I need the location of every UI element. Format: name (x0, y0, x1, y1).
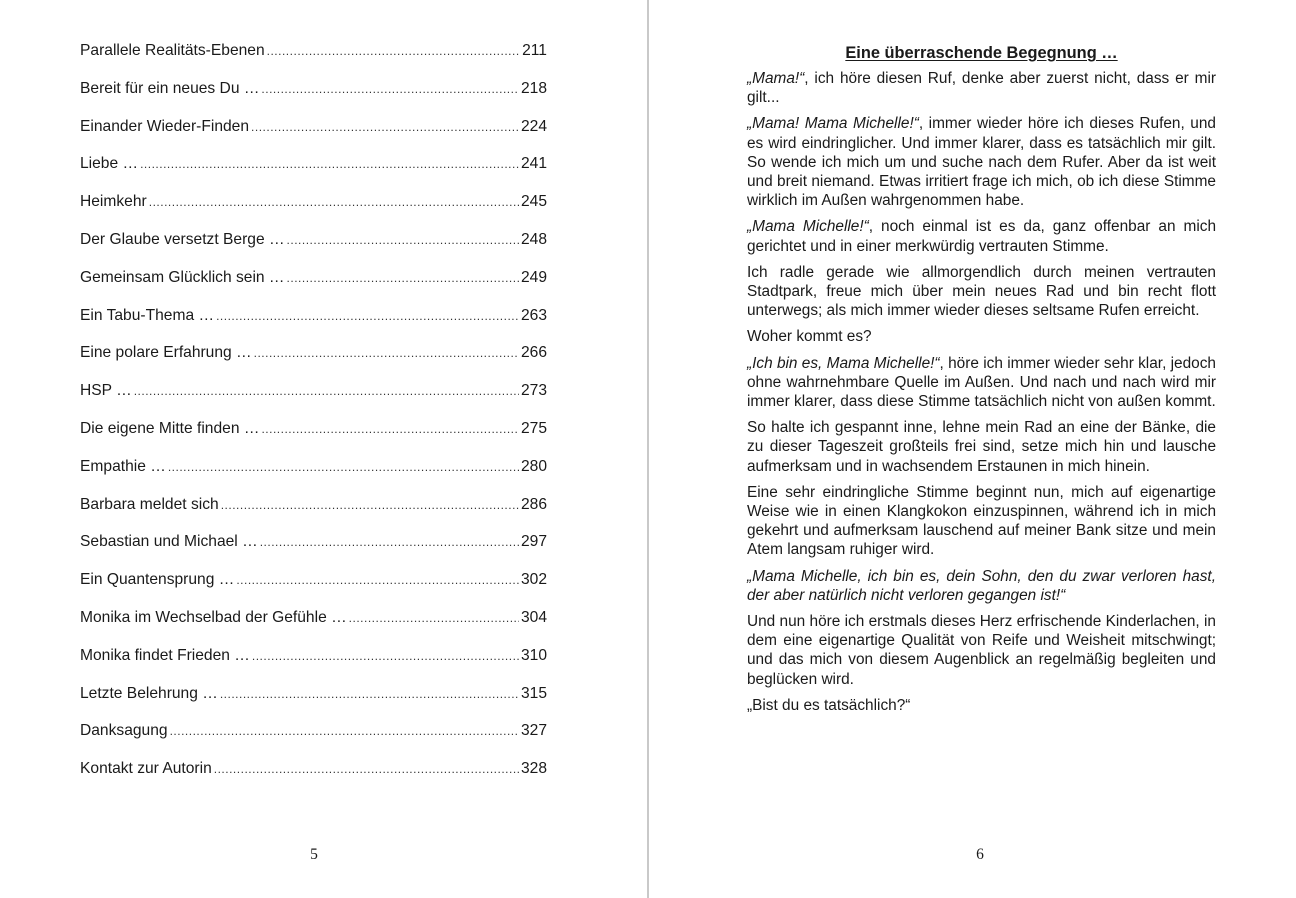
paragraph-text: Eine sehr eindringliche Stimme beginnt nun, mich auf eigenartige Weise wie in einen Klangkokon einzuspinnen, während ich in mich gekehrt und aufmerksam lauschend auf meiner Bank sitze und mein Atem langsam ruhiger wird. (747, 483, 1216, 559)
toc-entry (80, 267, 547, 305)
toc-entry-page: 315 (520, 684, 547, 702)
toc-entry-title: HSP … (80, 382, 132, 400)
toc-dot-leader (254, 342, 519, 364)
right-page (649, 0, 1296, 898)
toc-entry-title: Danksagung (80, 722, 168, 740)
toc-entry (80, 720, 547, 758)
toc-dot-leader (170, 720, 519, 742)
paragraph-text: , ich höre diesen Ruf, denke aber zuerst nicht, dass er mir gilt... (747, 70, 1216, 107)
toc-entry-page: 249 (520, 268, 547, 286)
toc-entry-title: Der Glaube versetzt Berge … (80, 230, 285, 248)
toc-entry (80, 191, 547, 229)
toc-entry (80, 305, 547, 343)
toc-entry-page: 286 (520, 495, 547, 513)
toc-entry-page: 266 (520, 344, 547, 362)
page-number-right: 6 (976, 846, 984, 863)
chapter-paragraph (747, 567, 1216, 605)
toc-dot-leader (252, 645, 519, 667)
toc-dot-leader (251, 116, 519, 138)
paragraph-dialogue: „Mama!“ (747, 70, 805, 87)
paragraph-text: Ich radle gerade wie allmorgendlich durch meinen vertrauten Stadtpark, freue mich über mein neues Rad und bin recht flott unterwegs; als mich immer wieder dieses seltsame Rufen erreicht. (747, 263, 1216, 320)
chapter-paragraph (747, 418, 1216, 476)
toc-entry (80, 456, 547, 494)
toc-entry (80, 40, 547, 78)
chapter-paragraph (747, 483, 1216, 560)
paragraph-text: , höre ich immer wieder sehr klar, jedoch ohne wahrnehmbare Quelle im Außen. Und nach und nach wird mir immer klarer, dass diese Stimme tatsächlich nicht von außen kommt. (747, 354, 1216, 411)
paragraph-text: So halte ich gespannt inne, lehne mein Rad an eine der Bänke, die zu dieser Tageszeit großteils frei sind, setze mich hin und lausche aufmerksam und in wachsendem Erstaunen in mich hinein. (747, 419, 1216, 475)
toc-entry-title: Ein Tabu-Thema … (80, 306, 215, 324)
page-number-left: 5 (310, 846, 318, 863)
toc-dot-leader (140, 153, 519, 175)
chapter-paragraph (747, 696, 1216, 715)
toc-entry-title: Parallele Realitäts-Ebenen (80, 42, 265, 59)
chapter-body (747, 42, 1216, 722)
paragraph-dialogue: „Mama! Mama Michelle!“ (747, 115, 919, 133)
toc-entry-page: 310 (520, 646, 547, 664)
toc-dot-leader (149, 191, 519, 213)
chapter-paragraph (747, 327, 1216, 346)
toc-dot-leader (216, 305, 519, 327)
toc-entry-page: 224 (520, 117, 547, 135)
toc-entry-title: Einander Wieder-Finden (80, 117, 250, 135)
toc-entry (80, 645, 547, 683)
toc-entry-page: 327 (520, 722, 547, 740)
toc-entry (80, 418, 547, 456)
chapter-title: Eine überraschende Begegnung … (845, 44, 1118, 62)
toc-entry-page: 211 (522, 42, 547, 59)
paragraph-text: Woher kommt es? (747, 328, 872, 346)
toc-dot-leader (220, 683, 519, 705)
toc-entry (80, 78, 547, 116)
toc-entry (80, 607, 547, 645)
toc-entry-title: Gemeinsam Glücklich sein … (80, 268, 285, 286)
paragraph-text: , noch einmal ist es da, ganz offenbar an mich gerichtet und in einer merkwürdig vertrauten Stimme. (747, 218, 1216, 255)
toc-entry-page: 280 (520, 457, 547, 475)
toc-entry-page: 297 (520, 533, 547, 551)
toc-entry (80, 683, 547, 721)
toc-entry-title: Monika im Wechselbad der Gefühle … (80, 608, 347, 626)
toc-entry-title: Heimkehr (80, 193, 147, 211)
toc-dot-leader (287, 229, 519, 251)
toc-entry-title: Ein Quantensprung … (80, 571, 235, 589)
paragraph-text: „Bist du es tatsächlich?“ (747, 696, 911, 714)
toc-dot-leader (236, 569, 519, 591)
toc-dot-leader (221, 494, 519, 516)
toc-entry (80, 116, 547, 154)
toc-entry-title: Bereit für ein neues Du … (80, 79, 260, 97)
chapter-paragraph (747, 114, 1216, 210)
toc-entry (80, 758, 547, 796)
chapter-paragraph (747, 69, 1216, 107)
toc-dot-leader (261, 418, 519, 440)
toc-entry-title: Barbara meldet sich (80, 495, 219, 513)
chapter-paragraph (747, 354, 1216, 412)
chapter-paragraph (747, 217, 1216, 255)
toc-entry-page: 241 (520, 155, 547, 173)
paragraph-text: , immer wieder höre ich dieses Rufen, und es wird eindringlicher. Und immer klarer, dass es tatsächlich mir gilt. So wende ich mich um und suche nach dem Rufer. Aber da ist weit und breit niemand. Etwas irritiert frage ich mich, ob ich diese Stimme wirklich im Außen wahrgenommen habe. (747, 115, 1216, 210)
toc-entry (80, 494, 547, 532)
chapter-paragraph (747, 612, 1216, 689)
toc-entry-page: 218 (520, 79, 547, 97)
toc-entry-page: 275 (520, 419, 547, 437)
toc-entry (80, 380, 547, 418)
toc-entry-page: 248 (520, 230, 547, 248)
toc-entry (80, 153, 547, 191)
chapter-paragraph (747, 263, 1216, 321)
toc-dot-leader (260, 531, 519, 553)
paragraph-dialogue: „Mama Michelle, ich bin es, dein Sohn, den du zwar verloren hast, der aber natürlich nicht verloren gegangen ist!“ (747, 567, 1216, 604)
toc-dot-leader (168, 456, 519, 478)
toc-dot-leader (214, 758, 519, 780)
toc-entry (80, 229, 547, 267)
toc-entry-title: Empathie … (80, 457, 166, 475)
chapter-paragraphs (747, 69, 1216, 715)
toc-entry-page: 245 (520, 193, 547, 211)
toc-entry (80, 342, 547, 380)
toc-entry-page: 263 (520, 306, 547, 324)
toc-entry-title: Liebe … (80, 155, 139, 173)
toc-dot-leader (287, 267, 519, 289)
toc-entry-title: Die eigene Mitte finden … (80, 419, 260, 437)
toc-entry-title: Letzte Belehrung … (80, 684, 218, 702)
toc-entry-title: Eine polare Erfahrung … (80, 344, 252, 362)
paragraph-text: Und nun höre ich erstmals dieses Herz erfrischende Kinderlachen, in dem eine eigenartige Qualität von Reife und Weisheit mitschwingt; und das mich von diesem Augenblick an regelmäßig begleiten und beglücken wird. (747, 613, 1216, 688)
toc-entry-page: 273 (520, 382, 547, 400)
toc-entry-title: Kontakt zur Autorin (80, 760, 212, 778)
table-of-contents (80, 40, 547, 796)
toc-entry-page: 304 (520, 608, 547, 626)
left-page (0, 0, 647, 898)
toc-dot-leader (267, 40, 520, 62)
toc-entry-title: Sebastian und Michael … (80, 533, 258, 551)
paragraph-dialogue: „Mama Michelle!“ (747, 218, 869, 236)
toc-entry-title: Monika findet Frieden … (80, 646, 250, 664)
toc-dot-leader (134, 380, 519, 402)
toc-entry (80, 531, 547, 569)
toc-entry (80, 569, 547, 607)
paragraph-dialogue: „Ich bin es, Mama Michelle!“ (747, 354, 940, 372)
toc-dot-leader (349, 607, 519, 629)
toc-dot-leader (261, 78, 519, 100)
toc-entry-page: 328 (520, 760, 547, 778)
toc-entry-page: 302 (520, 571, 547, 589)
